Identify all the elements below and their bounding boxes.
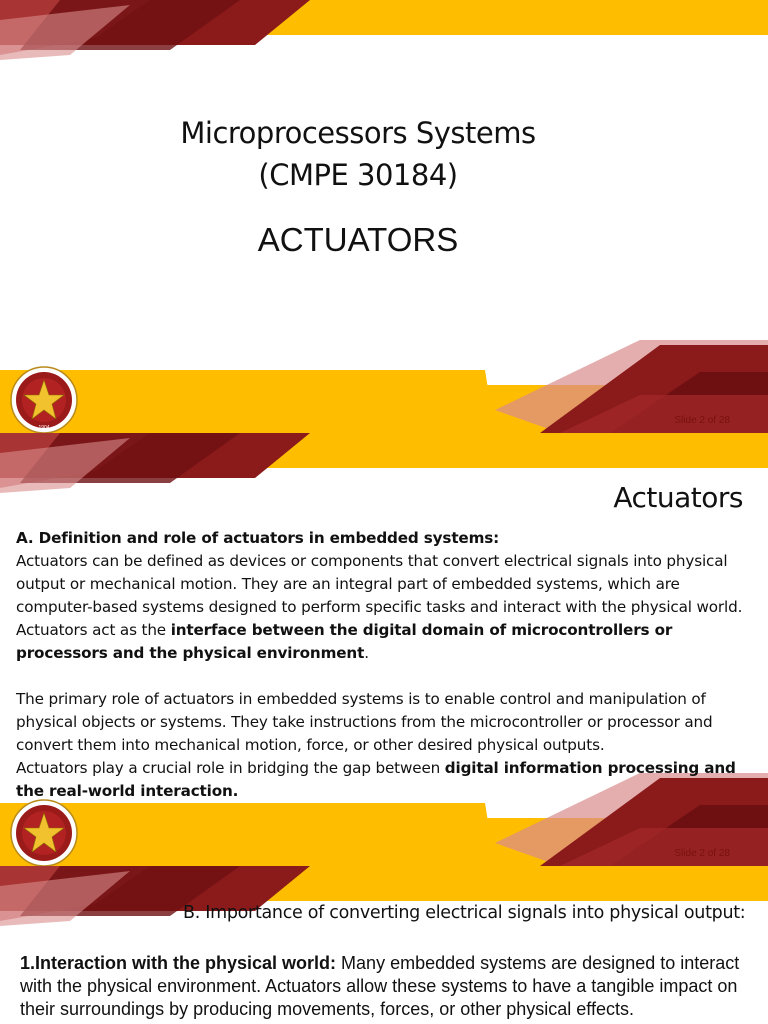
- slide-3-heading: B. Importance of converting electrical signals into physical output:: [183, 903, 746, 923]
- presentation-subtitle: ACTUATORS: [257, 221, 459, 258]
- paragraph-1: [16, 550, 756, 665]
- slide-body: [16, 527, 756, 803]
- paragraph-1-emphasis: interface between the digital domain of microcontrollers or processors and the physical environment: [16, 621, 673, 662]
- paragraph-3: [16, 757, 756, 803]
- paragraph-2: The primary role of actuators in embedded systems is to enable control and manipulation of physical objects or systems. They take instructions from the microcontroller or processor and convert them into mechanical motion, force, or other desired physical outputs.: [16, 690, 713, 754]
- slide-heading: Actuators: [613, 481, 743, 514]
- item-1-text: Many embedded systems are designed to interact with the physical environment. Actuators allow these systems to have a tangible impact on their surroundings by producing movements, forces, or other physical effects.: [20, 953, 740, 1019]
- slide-number: Slide 2 of 28: [674, 848, 730, 859]
- university-seal-icon: [10, 366, 78, 433]
- presentation-title-line2: (CMPE 30184): [258, 158, 458, 192]
- paragraph-3-emphasis: digital information processing and the real-world interaction.: [16, 759, 736, 800]
- slide-decoration: [0, 0, 768, 433]
- paragraph-1-text: Actuators can be defined as devices or components that convert electrical signals into physical output or mechanical motion. They are an integral part of embedded systems, which are computer-based systems designed to perform specific tasks and interact with the physical world. Actuators act as the: [16, 552, 743, 639]
- slide-number: Slide 2 of 28: [674, 415, 730, 426]
- presentation-title-line1: Microprocessors Systems: [180, 116, 536, 150]
- slide-1: [0, 0, 768, 433]
- paragraph-1-end: .: [364, 644, 369, 662]
- slide-2: [0, 433, 768, 866]
- section-title: A. Definition and role of actuators in embedded systems:: [16, 529, 500, 547]
- slide-3-body: [20, 952, 750, 1021]
- seal-year: 1904: [38, 425, 50, 431]
- item-1-title: 1.Interaction with the physical world:: [20, 953, 337, 973]
- paragraph-3-text: Actuators play a crucial role in bridging the gap between: [16, 759, 445, 777]
- university-seal-icon: [10, 799, 78, 866]
